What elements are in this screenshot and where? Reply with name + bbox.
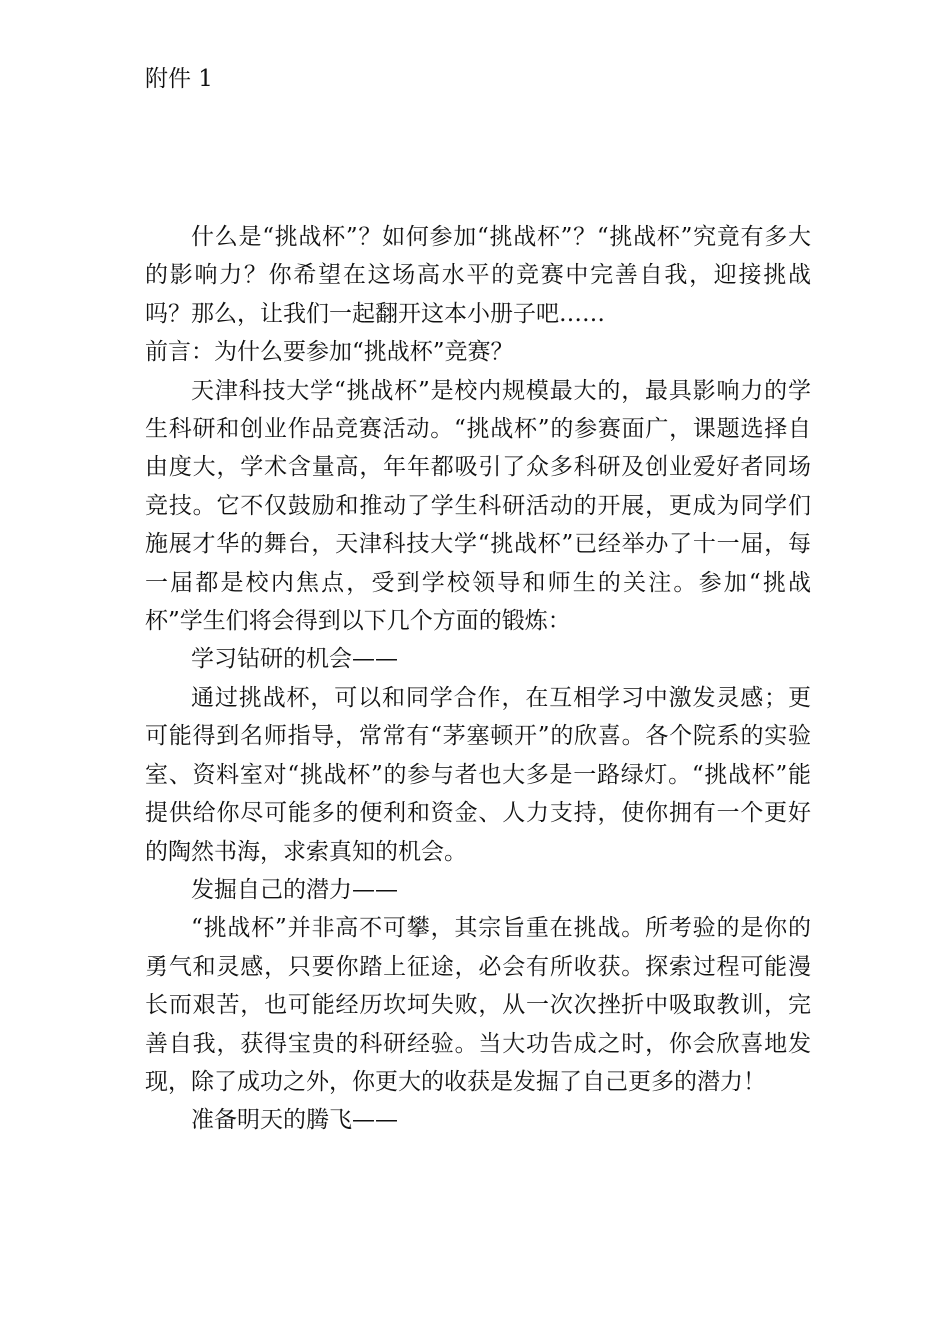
section-heading-learning: 学习钻研的机会—— [191, 646, 398, 673]
attachment-label: 附件 1 [145, 66, 213, 92]
preface-paragraph: 天津科技大学“挑战杯”是校内规模最大的，最具影响力的学生科研和创业作品竞赛活动。“挑战杯”的参赛面广，课题选择自由度大，学术含量高，年年都吸引了众多科研及创业爱好者同场竞技。它不仅鼓励和推动了学生科研活动的开展，更成为同学们施展才华的舞台，天津科技大学“挑战杯”已经举办了十一届，每一届都是校内焦点，受到学校领导和师生的关注。参加“挑战杯”学生们将会得到以下几个方面的锻炼： [145, 377, 811, 635]
section-heading-future: 准备明天的腾飞—— [191, 1107, 398, 1134]
section-heading-potential: 发掘自己的潜力—— [191, 876, 398, 903]
learning-paragraph: 通过挑战杯，可以和同学合作，在互相学习中激发灵感；更可能得到名师指导，常常有“茅塞顿开”的欣喜。各个院系的实验室、资料室对“挑战杯”的参与者也大多是一路绿灯。“挑战杯”能提供给你尽可能多的便利和资金、人力支持，使你拥有一个更好的陶然书海，求索真知的机会。 [145, 684, 811, 865]
document-body [145, 218, 811, 1140]
preface-heading: 前言：为什么要参加“挑战杯”竞赛？ [145, 339, 514, 366]
intro-paragraph: 什么是“挑战杯”？如何参加“挑战杯”？“挑战杯”究竟有多大的影响力？你希望在这场高水平的竞赛中完善自我，迎接挑战吗？那么，让我们一起翻开这本小册子吧…… [145, 224, 811, 327]
potential-paragraph: “挑战杯”并非高不可攀，其宗旨重在挑战。所考验的是你的勇气和灵感，只要你踏上征途，必会有所收获。探索过程可能漫长而艰苦，也可能经历坎坷失败，从一次次挫折中吸取教训，完善自我，获得宝贵的科研经验。当大功告成之时，你会欣喜地发现，除了成功之外，你更大的收获是发掘了自己更多的潜力！ [145, 915, 811, 1095]
